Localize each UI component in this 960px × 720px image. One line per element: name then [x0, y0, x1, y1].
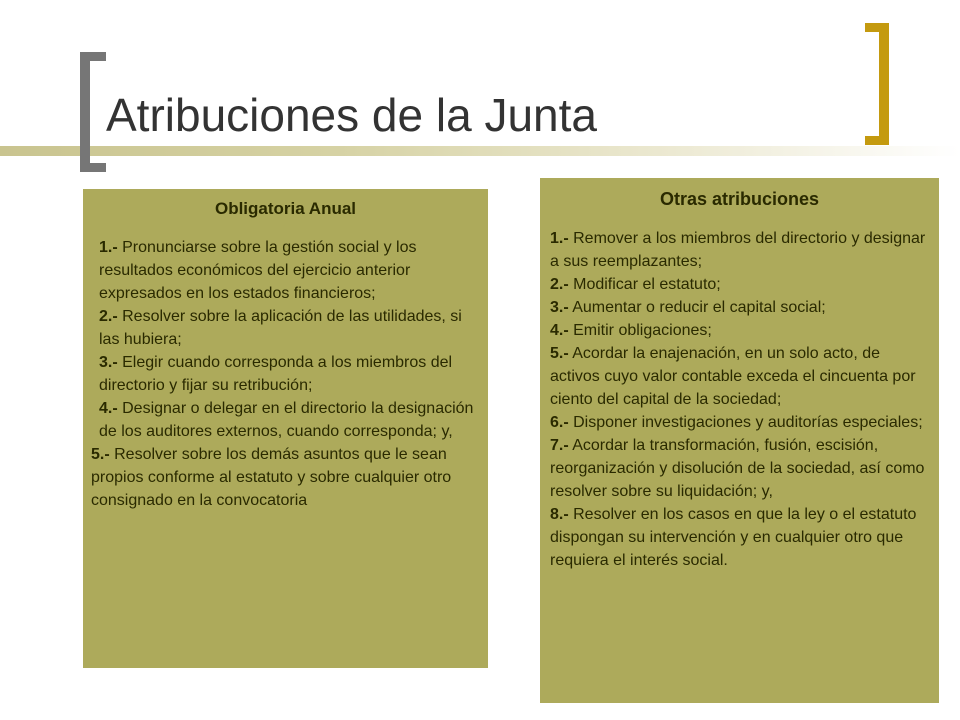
item-text: Pronunciarse sobre la gestión social y los resultados económicos del ejercicio anterior expresados en los estados financieros;: [99, 239, 417, 302]
list-item: [91, 351, 480, 397]
item-text: Resolver sobre la aplicación de las utilidades, si las hubiera;: [99, 308, 462, 348]
list-item: [91, 397, 480, 443]
list-item: [550, 319, 929, 342]
item-list: [91, 236, 480, 512]
panel-heading: Obligatoria Anual: [214, 199, 357, 218]
item-list: [550, 227, 929, 572]
list-item: [550, 296, 929, 319]
item-text: Resolver sobre los demás asuntos que le sean propios conforme al estatuto y sobre cualquier otro consignado en la convocatoria: [91, 446, 452, 509]
item-number: 3.-: [550, 299, 569, 316]
item-number: 5.-: [550, 345, 569, 362]
item-number: 7.-: [550, 437, 569, 454]
item-text: Designar o delegar en el directorio la designación de los auditores externos, cuando corresponda; y,: [99, 400, 474, 440]
slide-title: Atribuciones de la Junta: [106, 89, 597, 141]
list-item: [550, 434, 929, 503]
item-text: Emitir obligaciones;: [568, 322, 712, 339]
item-text: Acordar la enajenación, en un solo acto, de activos cuyo valor contable exceda el cincuenta por ciento del capital de la sociedad;: [550, 345, 916, 408]
item-number: 5.-: [91, 446, 110, 463]
list-item: [550, 503, 929, 572]
title-bracket-right: [865, 23, 889, 145]
item-number: 6.-: [550, 414, 569, 431]
item-number: 1.-: [550, 230, 569, 247]
list-item: [91, 236, 480, 305]
header-stripe: [0, 146, 960, 156]
list-item: [550, 342, 929, 411]
item-number: 2.-: [99, 308, 118, 325]
item-text: Acordar la transformación, fusión, escisión, reorganización y disolución de la sociedad, así como resolver sobre su liquidación; y,: [550, 437, 925, 500]
item-text: Modificar el estatuto;: [568, 276, 721, 293]
list-item: [550, 411, 929, 434]
item-number: 1.-: [99, 239, 118, 256]
list-item: [91, 305, 480, 351]
item-text: Disponer investigaciones y auditorías especiales;: [568, 414, 923, 431]
item-text: Aumentar o reducir el capital social;: [568, 299, 826, 316]
panel-otras-atribuciones: [540, 178, 939, 703]
item-number: 4.-: [99, 400, 118, 417]
list-item: [550, 273, 929, 296]
item-number: 3.-: [99, 354, 118, 371]
item-number: 8.-: [550, 506, 569, 523]
item-number: 4.-: [550, 322, 569, 339]
panel-obligatoria-anual: [83, 189, 488, 668]
list-item: [550, 227, 929, 273]
item-text: Remover a los miembros del directorio y designar a sus reemplazantes;: [550, 230, 926, 270]
item-text: Resolver en los casos en que la ley o el estatuto dispongan su intervención y en cualquier otro que requiera el interés social.: [550, 506, 917, 569]
item-number: 2.-: [550, 276, 569, 293]
item-text: Elegir cuando corresponda a los miembros del directorio y fijar su retribución;: [99, 354, 453, 394]
panel-heading: Otras atribuciones: [659, 189, 820, 209]
title-bracket-left: [80, 52, 106, 172]
list-item: [91, 443, 480, 512]
